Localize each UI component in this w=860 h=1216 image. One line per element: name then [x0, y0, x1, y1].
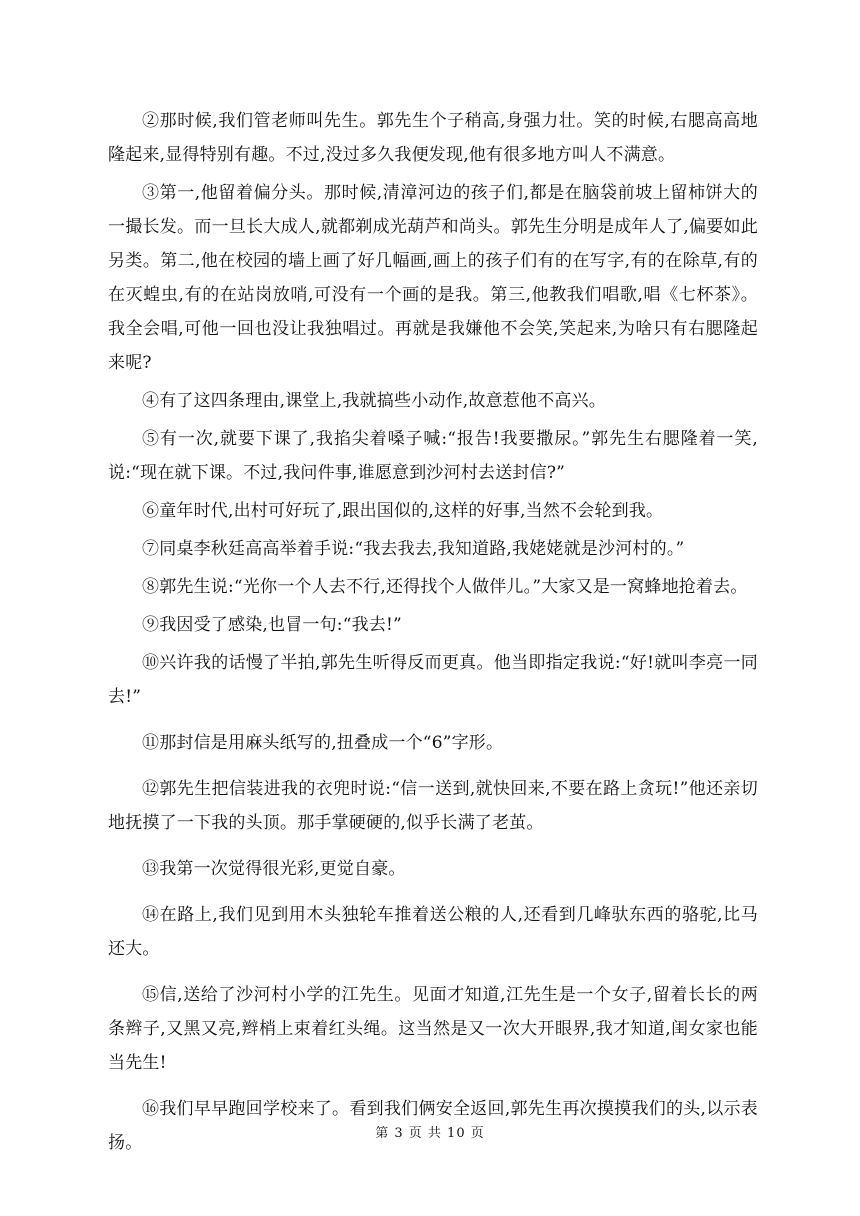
paragraph-12: ⑫郭先生把信装进我的衣兜时说:“信一送到,就快回来,不要在路上贪玩!”他还亲切地抚摸了一下我的头顶。那手掌硬硬的,似乎长满了老茧。: [108, 779, 759, 833]
paragraph-9: ⑨我因受了感染,也冒一句:“我去!”: [142, 615, 402, 635]
paragraph-8: ⑧郭先生说:“光你一个人去不行,还得找个人做伴儿。”大家又是一窝蜂地抢着去。: [142, 577, 748, 597]
paragraph-5: ⑤有一次,就要下课了,我掐尖着嗓子喊:“报告!我要撒尿。”郭先生右腮隆着一笑,说:“现在就下课。不过,我问件事,谁愿意到沙河村去送封信?”: [108, 429, 758, 483]
paragraph-14: ⑭在路上,我们见到用木头独轮车推着送公粮的人,还看到几峰驮东西的骆驼,比马还大。: [108, 905, 758, 959]
paragraph-3: ③第一,他留着偏分头。那时候,清漳河边的孩子们,都是在脑袋前坡上留柿饼大的一撮长发。而一旦长大成人,就都剃成光葫芦和尚头。郭先生分明是成年人了,偏要如此另类。第二,他在校园的墙上画了好几幅画,画上的孩子们有的在写字,有的在除草,有的在灭蝗虫,有的在站岗放哨,可没有一个画的是我。第三,他教我们唱歌,唱《七杯茶》。我全会唱,可他一回也没让我独唱过。再就是我嫌他不会笑,笑起来,为啥只有右腮隆起来呢?: [108, 183, 758, 373]
paragraph-11: ⑪那封信是用麻头纸写的,扭叠成一个“6”字形。: [142, 733, 504, 753]
page-number: 第 3 页 共 10 页: [375, 1126, 485, 1141]
paragraph-6: ⑥童年时代,出村可好玩了,跟出国似的,这样的好事,当然不会轮到我。: [142, 501, 664, 521]
paragraph-13: ⑬我第一次觉得很光彩,更觉自豪。: [142, 859, 406, 879]
paragraph-7: ⑦同桌李秋廷高高举着手说:“我去我去,我知道路,我姥姥就是沙河村的。”: [142, 539, 685, 559]
paragraph-4: ④有了这四条理由,课堂上,我就搞些小动作,故意惹他不高兴。: [142, 391, 607, 411]
paragraph-15: ⑮信,送给了沙河村小学的江先生。见面才知道,江先生是一个女子,留着长长的两条辫子,又黑又亮,辫梢上束着红头绳。这当然是又一次大开眼界,我才知道,闺女家也能当先生!: [108, 985, 758, 1073]
article-body: [108, 104, 758, 1164]
paragraph-10: ⑩兴许我的话慢了半拍,郭先生听得反而更真。他当即指定我说:“好!就叫李亮一同去!”: [108, 653, 758, 707]
paragraph-16: ⑯我们早早跑回学校来了。看到我们俩安全返回,郭先生再次摸摸我们的头,以示表扬。: [108, 1099, 758, 1153]
paragraph-2: ②那时候,我们管老师叫先生。郭先生个子稍高,身强力壮。笑的时候,右腮高高地隆起来,显得特别有趣。不过,没过多久我便发现,他有很多地方叫人不满意。: [108, 111, 758, 165]
